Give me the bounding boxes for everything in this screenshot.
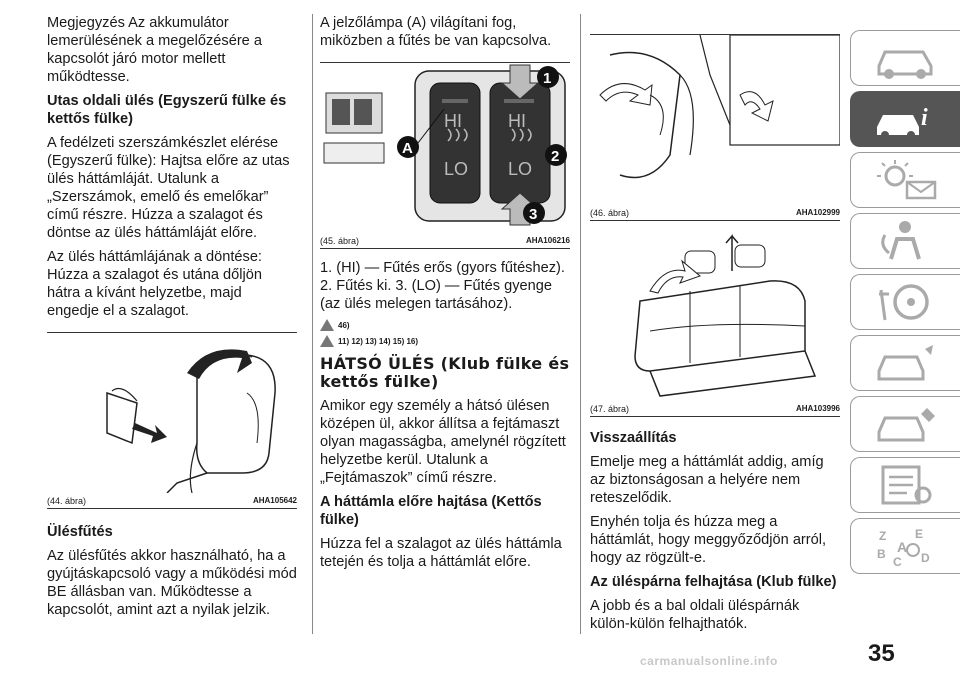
column-divider-2	[580, 14, 581, 634]
paragraph-rear-seat: Amikor egy személy a hátsó ülésen középen ül, akkor állítsa a fejtámaszt olyan magasságba, amelynél rögzített helyzetbe kerül. Utalunk a „Fejtámaszok” című részre.	[320, 398, 566, 486]
tab-index[interactable]	[850, 518, 960, 574]
figure-44-caption	[47, 493, 297, 509]
svg-text:3: 3	[529, 206, 538, 223]
seatback-fold-illustration	[590, 35, 840, 205]
car-info-icon	[871, 97, 941, 141]
airbag-person-icon	[871, 219, 941, 263]
figure-44-label: (44. ábra)	[47, 496, 87, 506]
footer-watermark: carmanualsonline.info	[640, 654, 778, 668]
warning-light-icon	[871, 158, 941, 202]
figure-47-caption	[590, 401, 840, 417]
paragraph-restore-2: Enyhén tolja és húzza meg a háttámlát, hogy meggyőződjön arról, hogy az rögzült-e.	[590, 514, 827, 566]
figure-46-caption	[590, 205, 840, 221]
column-2	[320, 14, 570, 577]
car-icon	[871, 36, 941, 80]
warning-ref-1: 46)	[320, 319, 570, 331]
figure-45-caption	[320, 233, 570, 249]
tab-warning-lights[interactable]	[850, 152, 960, 208]
svg-text:i: i	[920, 105, 928, 131]
figure-45-code: AHA106216	[525, 236, 570, 245]
figure-44-code: AHA105642	[252, 496, 297, 505]
settings-list-icon	[871, 463, 941, 507]
paragraph-seat-heating: Az ülésfűtés akkor használható, ha a gyújtáskapcsoló vagy a működési mód BE állásban van. Működtesse a kapcsolót, amint azt a nyilak jelzik.	[47, 548, 297, 618]
car-maintenance-icon	[871, 402, 941, 446]
tab-driving[interactable]	[850, 274, 960, 330]
figure-46	[590, 34, 840, 221]
heading-passenger-seat: Utas oldali ülés (Egyszerű fülke és kettős fülke)	[47, 93, 287, 127]
alphabet-index-icon	[871, 524, 941, 568]
figure-47-label: (47. ábra)	[590, 404, 630, 414]
paragraph-recline: Az ülés háttámlájának a döntése: Húzza a szalagot és utána dőljön hátra a kívánt helyzetbe, majd engedje el a szalagot.	[47, 249, 262, 319]
svg-text:D: D	[920, 551, 930, 565]
heading-seat-heating: Ülésfűtés	[47, 524, 113, 540]
column-divider-1	[312, 14, 313, 634]
steering-wheel-icon	[871, 280, 941, 324]
switch-left-hi: HI	[444, 111, 462, 131]
figure-44	[47, 332, 297, 509]
switch-right-hi: HI	[508, 111, 526, 131]
tab-emergency[interactable]	[850, 335, 960, 391]
svg-text:A: A	[896, 539, 907, 555]
tab-car[interactable]	[850, 30, 960, 86]
heading-rear-seat: HÁTSÓ ÜLÉS (Klub fülke és kettős fülke)	[320, 354, 570, 391]
column-3	[590, 14, 840, 639]
heading-restore: Visszaállítás	[590, 430, 677, 446]
svg-text:A: A	[402, 140, 413, 157]
warning-triangle-icon	[320, 335, 334, 347]
figure-45-label: (45. ábra)	[320, 236, 360, 246]
car-breakdown-icon	[871, 341, 941, 385]
tab-specs[interactable]	[850, 457, 960, 513]
figure-47	[590, 231, 840, 417]
paragraph-cushion-fold: A jobb és a bal oldali üléspárnák külön-külön felhajthatók.	[590, 598, 800, 632]
svg-text:C: C	[892, 555, 902, 568]
paragraph-heating-modes: 1. (HI) — Fűtés erős (gyors fűtéshez). 2. Fűtés ki. 3. (LO) — Fűtés gyenge (az ülés melegen tartásához).	[320, 260, 565, 312]
seat-recline-illustration	[47, 333, 297, 493]
figure-46-label: (46. ábra)	[590, 208, 630, 218]
paragraph-indicator-lamp: A jelzőlámpa (A) világítani fog, miközben a fűtés be van kapcsolva.	[320, 15, 552, 49]
svg-text:1: 1	[543, 70, 552, 87]
paragraph-toolkit: A fedélzeti szerszámkészlet elérése (Egyszerű fülke): Hajtsa előre az utas ülés háttámláját. Utalunk a „Szerszámok, emelő és emelőkar” című részre. Húzza a szalagot és döntse az ülés háttámláját előre.	[47, 135, 290, 241]
figure-46-code: AHA102999	[795, 208, 840, 217]
svg-text:2: 2	[551, 148, 560, 165]
paragraph-fold-seatback: Húzza fel a szalagot az ülés háttámla tetején és tolja a háttámlát előre.	[320, 536, 562, 570]
switch-left-lo: LO	[444, 159, 469, 179]
tab-safety[interactable]	[850, 213, 960, 269]
heading-cushion-fold: Az üléspárna felhajtása (Klub fülke)	[590, 574, 837, 590]
svg-text:Z: Z	[878, 529, 886, 543]
svg-text:B: B	[876, 547, 886, 561]
figure-47-code: AHA103996	[795, 404, 840, 413]
tab-car-info[interactable]	[850, 91, 960, 147]
heading-fold-seatback: A háttámla előre hajtása (Kettős fülke)	[320, 494, 542, 528]
warning-ref-2: 11) 12) 13) 14) 15) 16)	[320, 335, 570, 347]
figure-45	[320, 62, 570, 249]
switch-right-lo: LO	[508, 159, 533, 179]
column-1	[47, 14, 297, 625]
svg-text:E: E	[914, 527, 923, 541]
chapter-tabs	[850, 30, 960, 579]
heated-seat-switch-illustration	[320, 63, 570, 233]
warning-triangle-icon	[320, 319, 334, 331]
page-number: 35	[868, 640, 895, 667]
rear-seat-illustration	[590, 231, 840, 401]
paragraph-restore-1: Emelje meg a háttámlát addig, amíg az biztonságosan a helyére nem reteszelődik.	[590, 454, 824, 506]
intro-note: Megjegyzés Az akkumulátor lemerülésének a megelőzésére a kapcsolót járó motor mellett működtesse.	[47, 15, 262, 85]
tab-maintenance[interactable]	[850, 396, 960, 452]
